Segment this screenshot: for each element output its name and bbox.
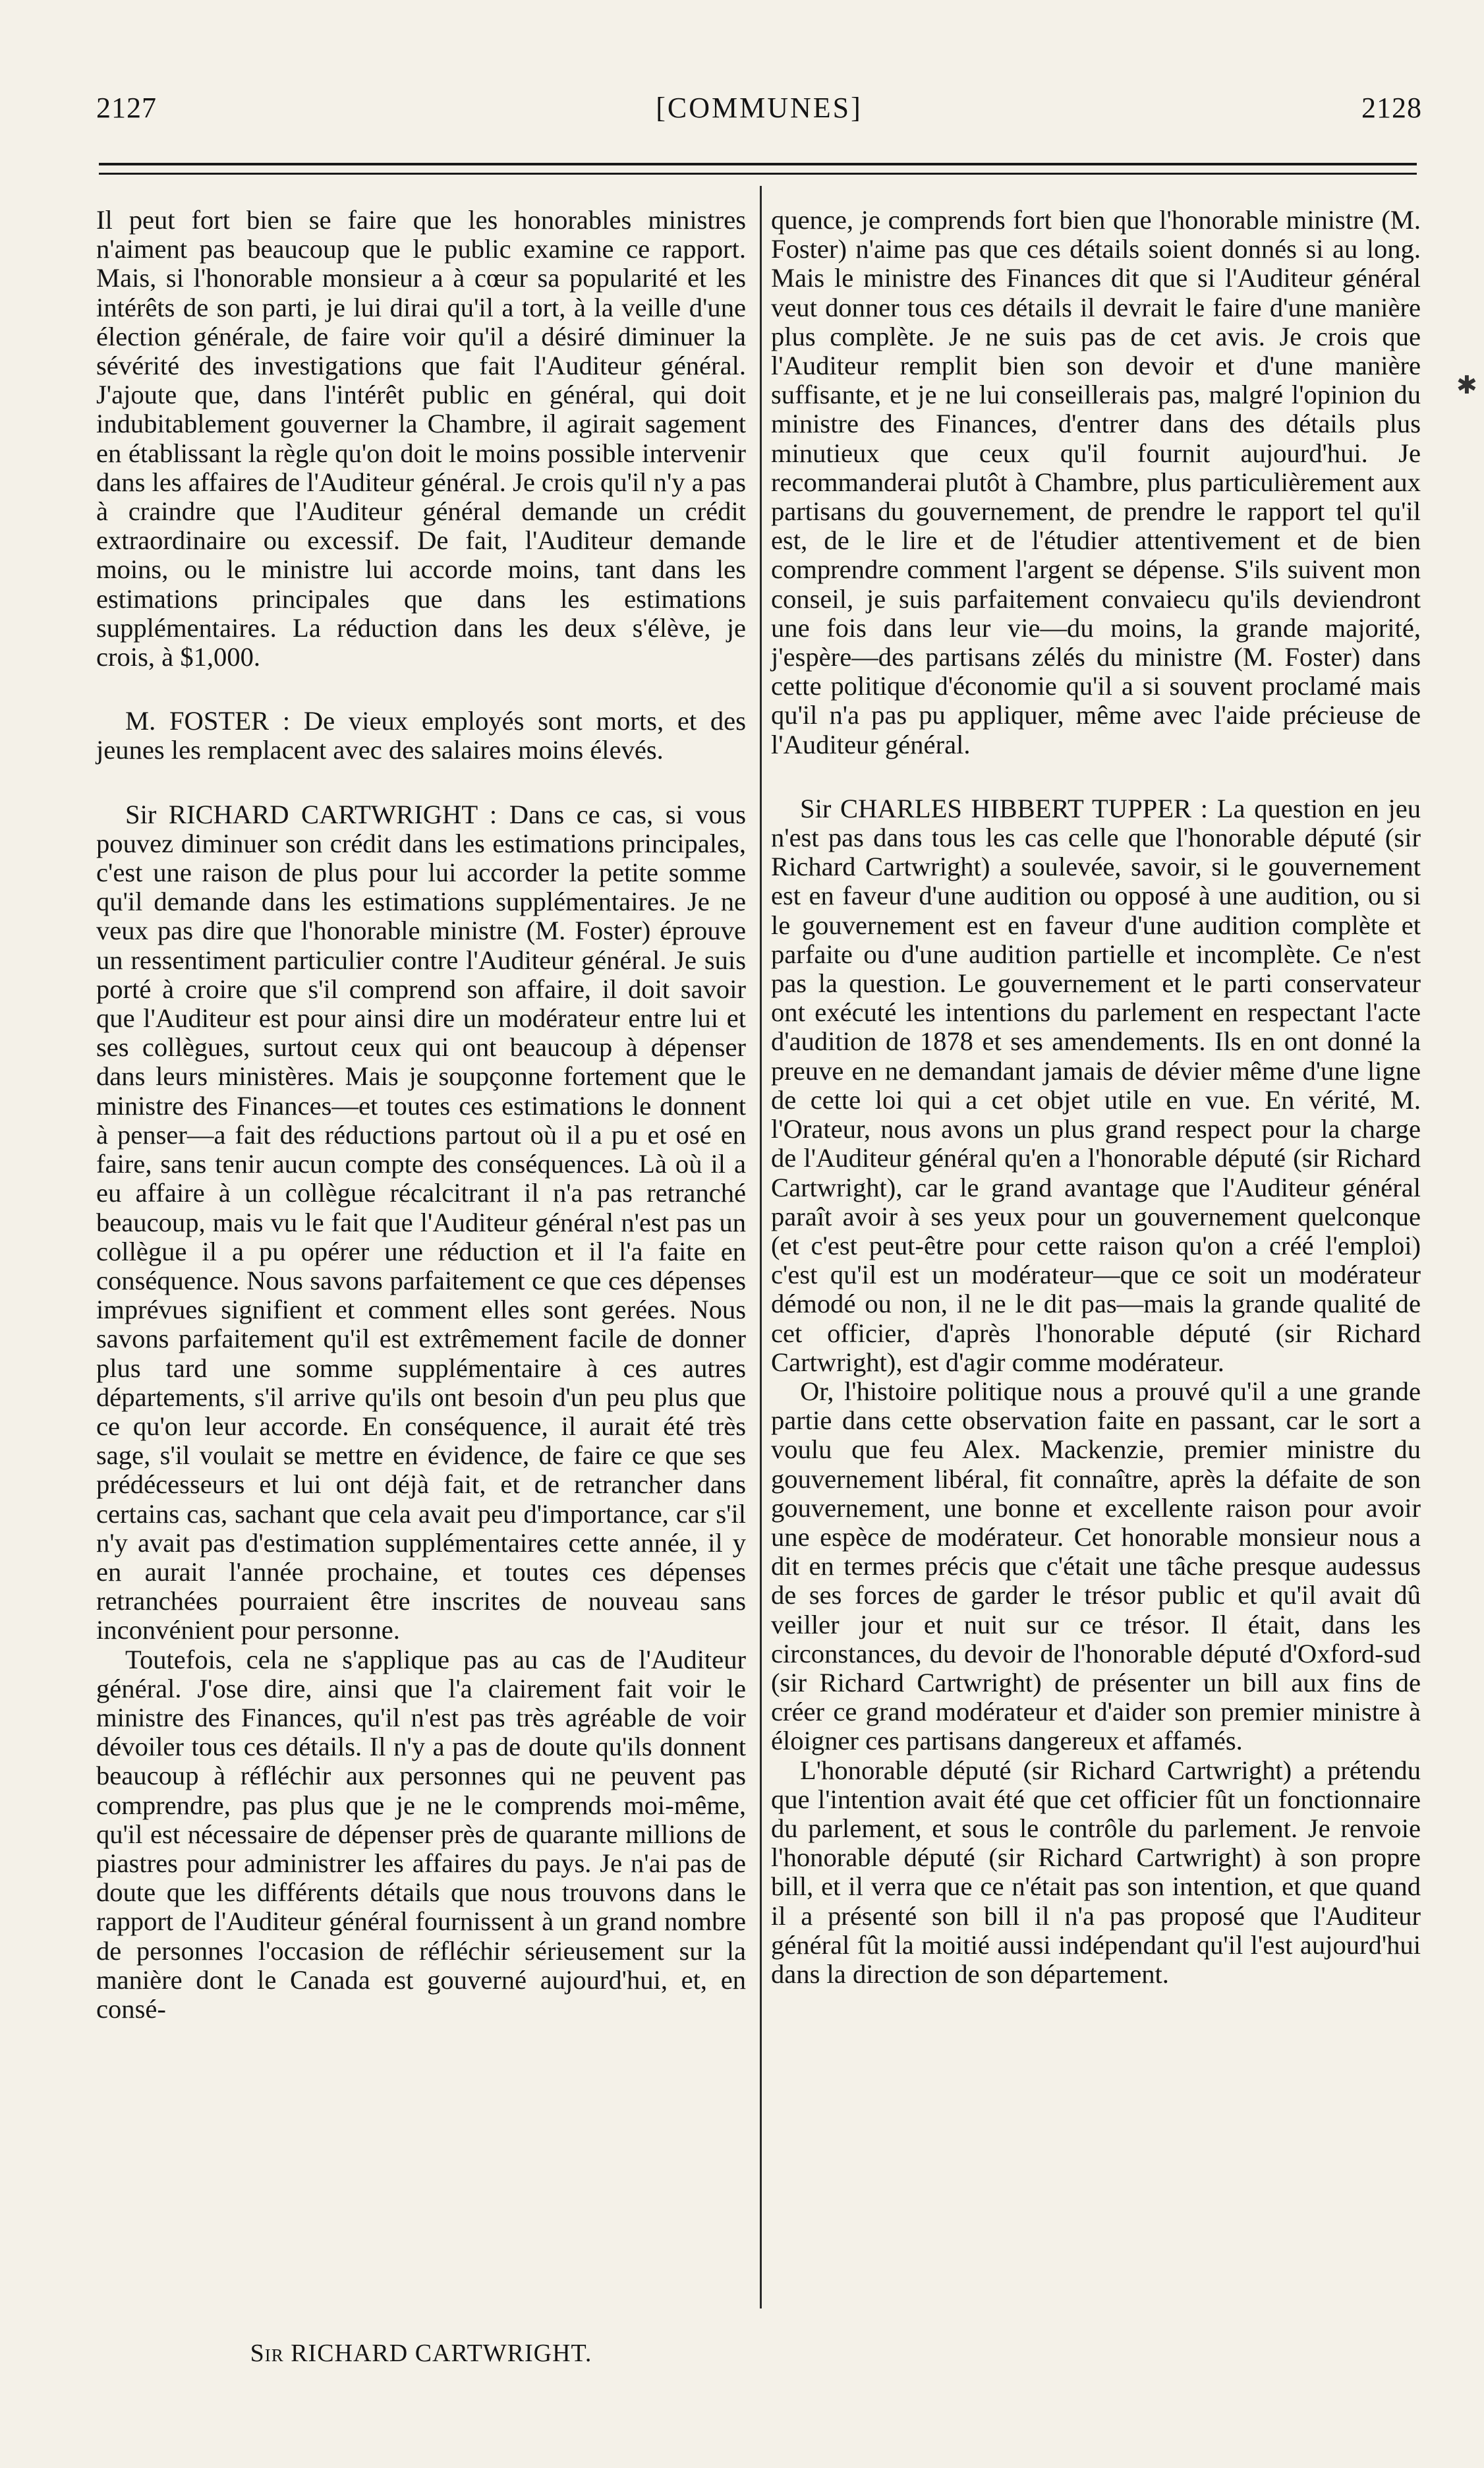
column-divider [760, 186, 762, 2308]
page-number-right: 2128 [1361, 92, 1422, 124]
page-header [96, 91, 1422, 131]
continuation-catchword: Sir RICHARD CARTWRIGHT. [250, 2339, 592, 2367]
paragraph: M. FOSTER : De vieux employés sont morts, et des jeunes les remplacent avec des salaires moins élevés. [96, 706, 746, 765]
right-column [771, 206, 1421, 1989]
left-column [96, 206, 746, 2024]
paragraph: Il peut fort bien se faire que les honorables ministres n'aiment pas beaucoup que le public examine ce rapport. Mais, si l'honorable monsieur a à cœur sa popularité et les intérêts de son parti, je lui dirai qu'il a tort, à la veille d'une élection générale, de faire voir qu'il a désiré diminuer la sévérité des investigations que fait l'Auditeur général. J'ajoute que, dans l'intérêt public en général, qui doit indubitablement gouverner la Chambre, il agirait sagement en établissant la règle qu'on doit le moins possible intervenir dans les affaires de l'Auditeur général. Je crois qu'il n'y a pas à craindre que l'Auditeur général demande un crédit extraordinaire ou excessif. De fait, l'Auditeur demande moins, ou le ministre lui accorde moins, tant dans les estimations principales que dans les estimations supplémentaires. La réduction dans les deux s'élève, je crois, à $1,000. [96, 205, 746, 672]
running-title: [COMMUNES] [656, 92, 863, 124]
header-rule-thin [99, 173, 1417, 175]
ink-blot-mark: ✱ [1456, 372, 1477, 399]
paragraph: Sir CHARLES HIBBERT TUPPER : La question en jeu n'est pas dans tous les cas celle que l'honorable député (sir Richard Cartwright) a soulevée, savoir, si le gouvernement est en faveur d'une audition ou opposé à une audition, ou si le gouvernement est en faveur d'une audition complète et parfaite ou d'une audition partielle et incomplète. Ce n'est pas la question. Le gouvernement et le parti conservateur ont exécuté les intentions du parlement en respectant l'acte d'audition de 1878 et ses amendements. Ils en ont donné la preuve en ne demandant jamais de dévier même d'une ligne de cette loi qui a cet objet utile en vue. En vérité, M. l'Orateur, nous avons un plus grand respect pour la charge de l'Auditeur général qu'en a l'honorable député (sir Richard Cartwright), car le grand avantage que l'Auditeur général paraît avoir à ses yeux pour un gouvernement quelconque (et c'est peut-être pour cette raison qu'on a créé l'emploi) c'est qu'il est un modérateur—que ce soit un modérateur démodé ou non, il ne le dit pas—mais la grande qualité de cet officier, d'après l'honorable député (sir Richard Cartwright), est d'agir comme modérateur. [771, 793, 1421, 1377]
paragraph: Toutefois, cela ne s'applique pas au cas de l'Auditeur général. J'ose dire, ainsi que l'a clairement fait voir le ministre des Finances, qu'il n'est pas très agréable de voir dévoiler tous ces détails. Il n'y a pas de doute qu'ils donnent beaucoup à réfléchir aux personnes qui ne peuvent pas comprendre, pas plus que je ne le comprends moi-même, qu'il est nécessaire de dépenser près de quarante millions de piastres pour administrer les affaires du pays. Je n'ai pas de doute que les différents détails que nous trouvons dans le rapport de l'Auditeur général fournissent à un grand nombre de personnes l'occasion de réfléchir sérieusement sur la manière dont le Canada est gouverné aujourd'hui, et, en consé- [96, 1644, 746, 2024]
paragraph: Or, l'histoire politique nous a prouvé qu'il a une grande partie dans cette observation faite en passant, car le sort a voulu que feu Alex. Mackenzie, premier ministre du gouvernement libéral, fit connaître, après la défaite de son gouvernement, une bonne et excellente raison pour avoir une espèce de modérateur. Cet honorable monsieur nous a dit en termes précis que c'était une tâche presque audessus de ses forces de garder le trésor public et qu'il avait dû veiller jour et nuit sur ce trésor. Il était, dans les circonstances, du devoir de l'honorable député d'Oxford-sud (sir Richard Cartwright) de présenter un bill aux fins de créer ce grand modérateur et d'aider son premier ministre à éloigner ces partisans dangereux et affamés. [771, 1376, 1421, 1756]
paragraph: L'honorable député (sir Richard Cartwright) a prétendu que l'intention avait été que cet officier fût un fonctionnaire du parlement, et sous le contrôle du parlement. Je renvoie l'honorable député (sir Richard Cartwright) à son propre bill, et il verra que ce n'était pas son intention, et que quand il a présenté son bill il n'a pas proposé que l'Auditeur général fût la moitié aussi indépendant qu'il l'est aujourd'hui dans la direction de son département. [771, 1755, 1421, 1989]
paragraph: Sir RICHARD CARTWRIGHT : Dans ce cas, si vous pouvez diminuer son crédit dans les estimations principales, c'est une raison de plus pour lui accorder la petite somme qu'il demande dans les estimations supplémentaires. Je ne veux pas dire que l'honorable ministre (M. Foster) éprouve un ressentiment particulier contre l'Auditeur général. Je suis porté à croire que s'il comprend son affaire, il doit savoir que l'Auditeur est pour ainsi dire un modérateur entre lui et ses collègues, surtout ceux qui ont beaucoup à dépenser dans leurs ministères. Mais je soupçonne fortement que le ministre des Finances—et toutes ces estimations le donnent à penser—a fait des réductions partout où il a pu et osé en faire, sans tenir aucun compte des conséquences. Là où il a eu affaire à un collègue récalcitrant il n'a pas retranché beaucoup, mais vu le fait que l'Auditeur général n'est pas un collègue il a pu opérer une réduction et il l'a faite en conséquence. Nous savons parfaitement ce que ces dépenses imprévues signifient et comment elles sont gerées. Nous savons parfaitement qu'il est extrêmement facile de donner plus tard une somme supplémentaire à ces autres départements, s'il arrive qu'ils ont besoin d'un peu plus que ce qu'on leur accorde. En conséquence, il aurait été très sage, s'il voulait se mettre en évidence, de faire ce que ses prédécesseurs et lui ont déjà fait, et de retrancher dans certains cas, sachant que cela avait peu d'importance, car s'il n'y avait pas d'estimation supplémentaires cette année, il y en aurait l'année prochaine, et toutes ces dépenses retranchées pourraient être inscrites de nouveau sans inconvénient pour personne. [96, 799, 746, 1645]
page-number-left: 2127 [96, 92, 157, 124]
paragraph: quence, je comprends fort bien que l'honorable ministre (M. Foster) n'aime pas que ces détails soient donnés si au long. Mais le ministre des Finances dit que si l'Auditeur général veut donner tous ces détails il devrait le faire d'une manière plus complète. Je ne suis pas de cet avis. Je crois que l'Auditeur remplit bien son devoir et d'une manière suffisante, et je ne lui conseillerais pas, malgré l'opinion du ministre des Finances, d'entrer dans des détails plus minutieux que ceux qu'il fournit aujourd'hui. Je recommanderai plutôt à Chambre, plus particulièrement aux partisans du gouvernement, de prendre le rapport tel qu'il est, de le lire et de l'étudier attentivement et de bien comprendre comment l'argent se dépense. S'ils suivent mon conseil, je suis parfaitement convaiecu qu'ils deviendront une fois dans leur vie—du moins, la grande majorité, j'espère—des partisans zélés du ministre (M. Foster) dans cette politique d'économie qu'il a si souvent proclamé mais qu'il n'a pas pu appliquer, même avec l'aide précieuse de l'Auditeur général. [771, 205, 1421, 759]
header-rule-thick [99, 163, 1417, 165]
